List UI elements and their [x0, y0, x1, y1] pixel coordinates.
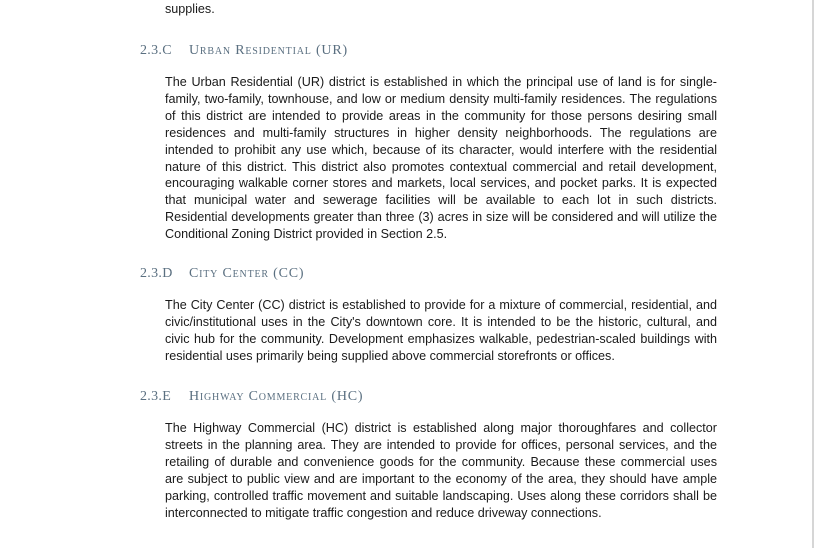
section-number: 2.3.C [140, 43, 172, 58]
section-highway-commercial [140, 389, 720, 521]
section-number: 2.3.D [140, 266, 173, 281]
section-number: 2.3.E [140, 389, 172, 404]
section-urban-residential [140, 43, 720, 243]
section-heading [140, 43, 720, 63]
section-title: Urban Residential (UR) [189, 43, 348, 58]
section-title: City Center (CC) [189, 266, 305, 281]
section-title: Highway Commercial (HC) [189, 389, 364, 404]
section-paragraph: The Highway Commercial (HC) district is established along major thoroughfares and collector streets in the planning area. They are intended to provide for offices, personal services, and the retailing of durable and convenience goods for the community. Because these commercial uses are subject to public view and are important to the economy of the area, they should have ample parking, controlled traffic movement and suitable landscaping. Uses along these corridors shall be interconnected to mitigate traffic congestion and reduce driveway connections. [165, 421, 717, 520]
section-city-center [140, 266, 720, 365]
section-heading [140, 266, 720, 286]
continued-text: supplies. [165, 2, 215, 16]
section-paragraph: The City Center (CC) district is established to provide for a mixture of commercial, residential, and civic/institutional uses in the City's downtown core. It is intended to be the historic, cultural, and civic hub for the community. Development emphasizes walkable, pedestrian-scaled buildings with residential uses primarily being supplied above commercial storefronts or offices. [165, 298, 717, 363]
section-heading [140, 389, 720, 409]
section-paragraph: The Urban Residential (UR) district is established in which the principal use of land is for single-family, two-family, townhouse, and low or medium density multi-family residences. The regulations of this district are intended to provide areas in the community for those persons desiring small residences and multi-family structures in higher density neighborhoods. The regulations are intended to prohibit any use which, because of its character, would interfere with the residential nature of this district. This district also promotes contextual commercial and retail development, encouraging walkable corner stores and markets, local services, and pocket parks. It is expected that municipal water and sewerage facilities will be available to each lot in such districts. Residential developments greater than three (3) acres in size will be considered and will utilize the Conditional Zoning District provided in Section 2.5. [165, 75, 717, 242]
